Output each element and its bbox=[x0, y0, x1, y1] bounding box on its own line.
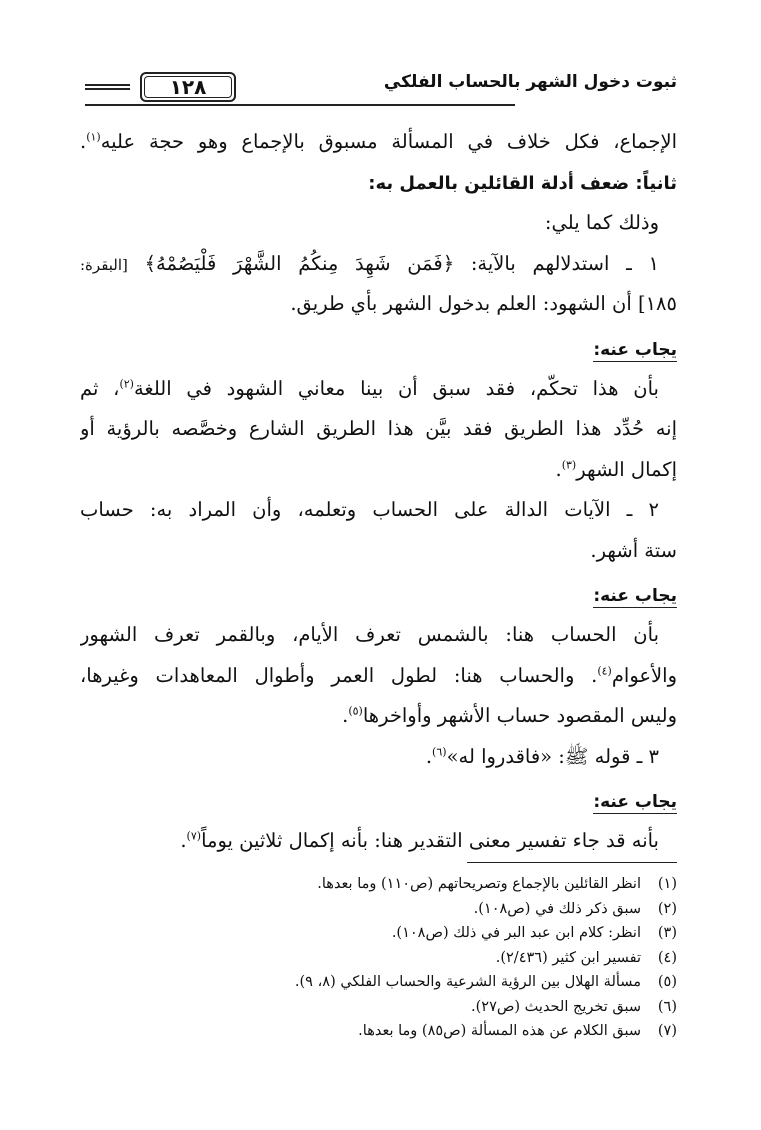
header-rule bbox=[85, 104, 515, 106]
text-line: ١٨٥] أن الشهود: العلم بدخول الشهر بأي طريق. bbox=[290, 292, 677, 315]
page-number-box bbox=[140, 72, 236, 102]
text-line: ٢ ـ الآيات الدالة على الحساب وتعلمه، وأن المراد به: حساب bbox=[80, 498, 659, 521]
footnote-ref: (٦) bbox=[432, 745, 447, 758]
text-line: وذلك كما يلي: bbox=[544, 211, 659, 234]
answer-heading: يجاب عنه: bbox=[593, 792, 677, 812]
page-header bbox=[85, 72, 677, 106]
page-number: ١٢٨ bbox=[169, 75, 207, 99]
running-title: ثبوت دخول الشهر بالحساب الفلكي bbox=[383, 72, 677, 92]
footnote-separator bbox=[467, 862, 677, 863]
text-line: والأعوام$^{(٤)}$. والحساب هنا: لطول العمر وأطوال المعاهدات وغيرها، bbox=[80, 663, 677, 687]
footnote-item: (٦)سبق تخريج الحديث (ص٢٧). bbox=[471, 998, 677, 1015]
footnote-item: (٥)مسألة الهلال بين الرؤية الشرعية والحساب الفلكي (٨، ٩). bbox=[294, 974, 677, 990]
footnotes bbox=[84, 872, 677, 1044]
text-line: ١ ـ استدلالهم بالآية: ﴿فَمَن شَهِدَ مِنكُمُ الشَّهْرَ فَلْيَصُمْهُ﴾ [البقرة: bbox=[80, 251, 659, 275]
main-text bbox=[80, 122, 677, 862]
text-line: الإجماع، فكل خلاف في المسألة مسبوق بالإجماع وهو حجة عليه$^{(١)}$. bbox=[80, 130, 677, 153]
answer-heading: يجاب عنه: bbox=[593, 339, 677, 360]
header-ornament-line bbox=[85, 84, 130, 90]
section-heading: ثانياً: ضعف أدلة القائلين بالعمل به: bbox=[368, 172, 677, 194]
text-line: وليس المقصود حساب الأشهر وأواخرها$^{(٥)}$. bbox=[342, 704, 677, 727]
footnote-item: (٤)تفسير ابن كثير (٢/٤٣٦). bbox=[495, 949, 677, 966]
footnote-ref: (٧) bbox=[186, 829, 202, 843]
footnote-ref: (٥) bbox=[348, 704, 363, 718]
footnote-item: (٣)انظر: كلام ابن عبد البر في ذلك (ص١٠٨). bbox=[391, 925, 677, 941]
footnote-ref: (٤) bbox=[597, 664, 612, 677]
text-line: بأن هذا تحكّم، فقد سبق أن بينا معاني الشهود في اللغة$^{(٢)}$، ثم bbox=[80, 376, 659, 400]
text-line: إنه حُدِّد هذا الطريق فقد بيَّن هذا الطريق الشارع وخصَّصه بالرؤية أو bbox=[80, 417, 677, 440]
footnote-ref: (٢) bbox=[119, 377, 134, 390]
text-line: بأن الحساب هنا: بالشمس تعرف الأيام، وبالقمر تعرف الشهور bbox=[80, 623, 659, 646]
answer-heading: يجاب عنه: bbox=[593, 586, 677, 606]
text-line: ستة أشهر. bbox=[590, 538, 677, 562]
footnote-item: (٢)سبق ذكر ذلك في (ص١٠٨). bbox=[473, 900, 677, 917]
text-line: بأنه قد جاء تفسير معنى التقدير هنا: بأنه إكمال ثلاثين يوماً$^{(٧)}$. bbox=[180, 829, 659, 852]
footnote-item: (٧)سبق الكلام عن هذه المسألة (ص٨٥) وما بعدها. bbox=[358, 1023, 677, 1039]
text-line: إكمال الشهر$^{(٣)}$. bbox=[555, 457, 677, 481]
text-line: ٣ ـ قوله ﷺ: «فاقدروا له»$^{(٦)}$. bbox=[425, 744, 659, 768]
footnote-ref: (١) bbox=[86, 130, 101, 144]
footnote-ref: (٣) bbox=[561, 458, 577, 471]
footnote-item: (١)انظر القائلين بالإجماع وتصريحاتهم (ص١١٠) وما بعدها. bbox=[317, 876, 677, 892]
